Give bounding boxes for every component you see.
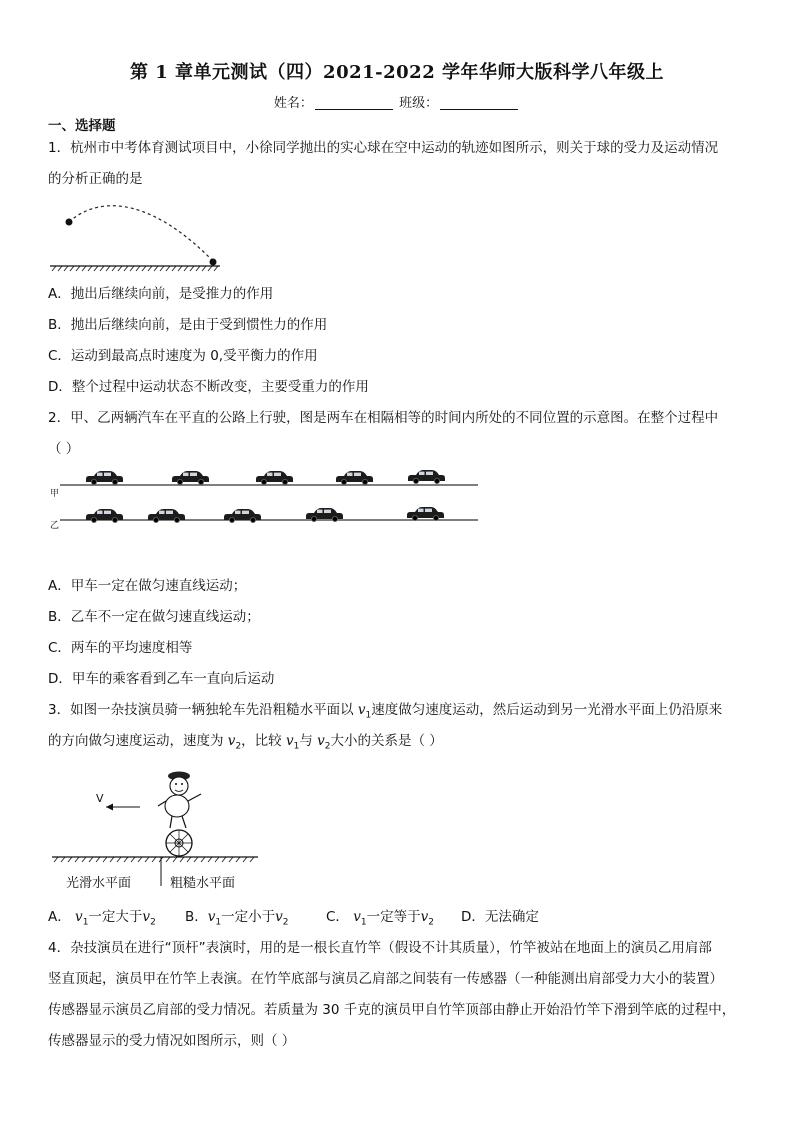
q4-line4: 传感器显示的受力情况如图所示，则（ ）: [48, 1033, 296, 1049]
q1-ground-hatch: [52, 266, 218, 271]
q2-car-jia-4: [336, 471, 373, 485]
q2-label-jia: 甲: [50, 489, 60, 499]
q1-option-d[interactable]: D．整个过程中运动状态不断改变，主要受重力的作用: [48, 379, 369, 395]
q2-car-jia-5: [408, 470, 445, 484]
q2-option-c[interactable]: C．两车的平均速度相等: [48, 640, 193, 656]
q4-line3: 传感器显示演员乙肩部的受力情况。若质量为 30 千克的演员甲自竹竿顶部由静止开始沿竹竿下滑到竿底的过程中，: [48, 1002, 736, 1018]
q2-option-a[interactable]: A．甲车一定在做匀速直线运动；: [48, 578, 247, 594]
q3-unicycle-figure: [48, 768, 263, 868]
class-blank[interactable]: [440, 95, 518, 110]
name-label: 姓名：: [273, 96, 313, 111]
q1-trajectory-curve: [69, 206, 213, 261]
q3-rough-label: 粗糙水平面: [170, 876, 236, 891]
class-label: 班级：: [399, 96, 439, 111]
section-heading: 一、选择题: [48, 118, 116, 134]
q3-smooth-label: 光滑水平面: [66, 876, 132, 891]
q3-velocity-label: V: [96, 792, 104, 805]
q3-option-a[interactable]: A． $v_1$一定大于$v_2$: [48, 909, 156, 928]
q4-line2: 竖直顶起，演员甲在竹竿上表演。在竹竿底部与演员乙肩部之间装有一传感器（一种能测出肩部受力大小的装置）: [48, 971, 723, 987]
q3-performer-head: [170, 777, 188, 795]
q2-option-d[interactable]: D．甲车的乘客看到乙车一直向后运动: [48, 671, 275, 687]
q1-ball-end: [210, 259, 217, 266]
q3-stem-line2: 的方向做匀速度运动，速度为 $v_2$，比较 $v_1$与 $v_2$大小的关系是（ ）: [48, 733, 443, 752]
q2-stem-line1: 2．甲、乙两辆汽车在平直的公路上行驶，图是两车在相隔相等的时间内所处的不同位置的示意图。在整个过程中: [48, 410, 719, 426]
q1-stem-line2: 的分析正确的是: [48, 171, 143, 187]
q2-car-jia-2: [172, 471, 209, 485]
q1-option-b[interactable]: B．抛出后继续向前，是由于受到惯性力的作用: [48, 317, 328, 333]
q4-line1: 4．杂技演员在进行“顶杆”表演时，用的是一根长直竹竿（假设不计其质量），竹竿被站在地面上的演员乙用肩部: [48, 940, 712, 956]
page-title: 第 1 章单元测试（四）2021-2022 学年华师大版科学八年级上: [130, 62, 664, 83]
name-blank[interactable]: [315, 95, 393, 110]
q1-option-a[interactable]: A．抛出后继续向前，是受推力的作用: [48, 286, 274, 302]
q3-option-d[interactable]: D．无法确定: [461, 909, 539, 925]
q2-cars-figure: [60, 465, 480, 530]
q2-label-yi: 乙: [50, 521, 60, 531]
q1-ball-start: [66, 219, 73, 226]
q1-trajectory-figure: [48, 195, 228, 270]
q2-car-jia-3: [256, 471, 293, 485]
q2-option-b[interactable]: B．乙车不一定在做匀速直线运动；: [48, 609, 260, 625]
q1-stem-line1: 1．杭州市中考体育测试项目中，小徐同学抛出的实心球在空中运动的轨迹如图所示，则关于球的受力及运动情况: [48, 140, 719, 156]
q3-ground-hatch: [54, 857, 254, 862]
q1-option-c[interactable]: C．运动到最高点时速度为 0,受平衡力的作用: [48, 348, 318, 364]
q3-option-b[interactable]: B．$v_1$一定小于$v_2$: [185, 909, 289, 928]
q3-option-c[interactable]: C． $v_1$一定等于$v_2$: [326, 909, 434, 928]
q2-car-yi-5: [407, 507, 444, 521]
q2-stem-line2: （ ）: [48, 441, 80, 457]
q3-performer-body: [165, 795, 189, 817]
q2-car-jia-1: [86, 471, 123, 485]
q3-stem-line1: 3．如图一杂技演员骑一辆独轮车先沿粗糙水平面以 $v_1$速度做匀速度运动，然后运动到另一光滑水平面上仍沿原来: [48, 702, 723, 721]
name-class-line: [0, 92, 794, 111]
